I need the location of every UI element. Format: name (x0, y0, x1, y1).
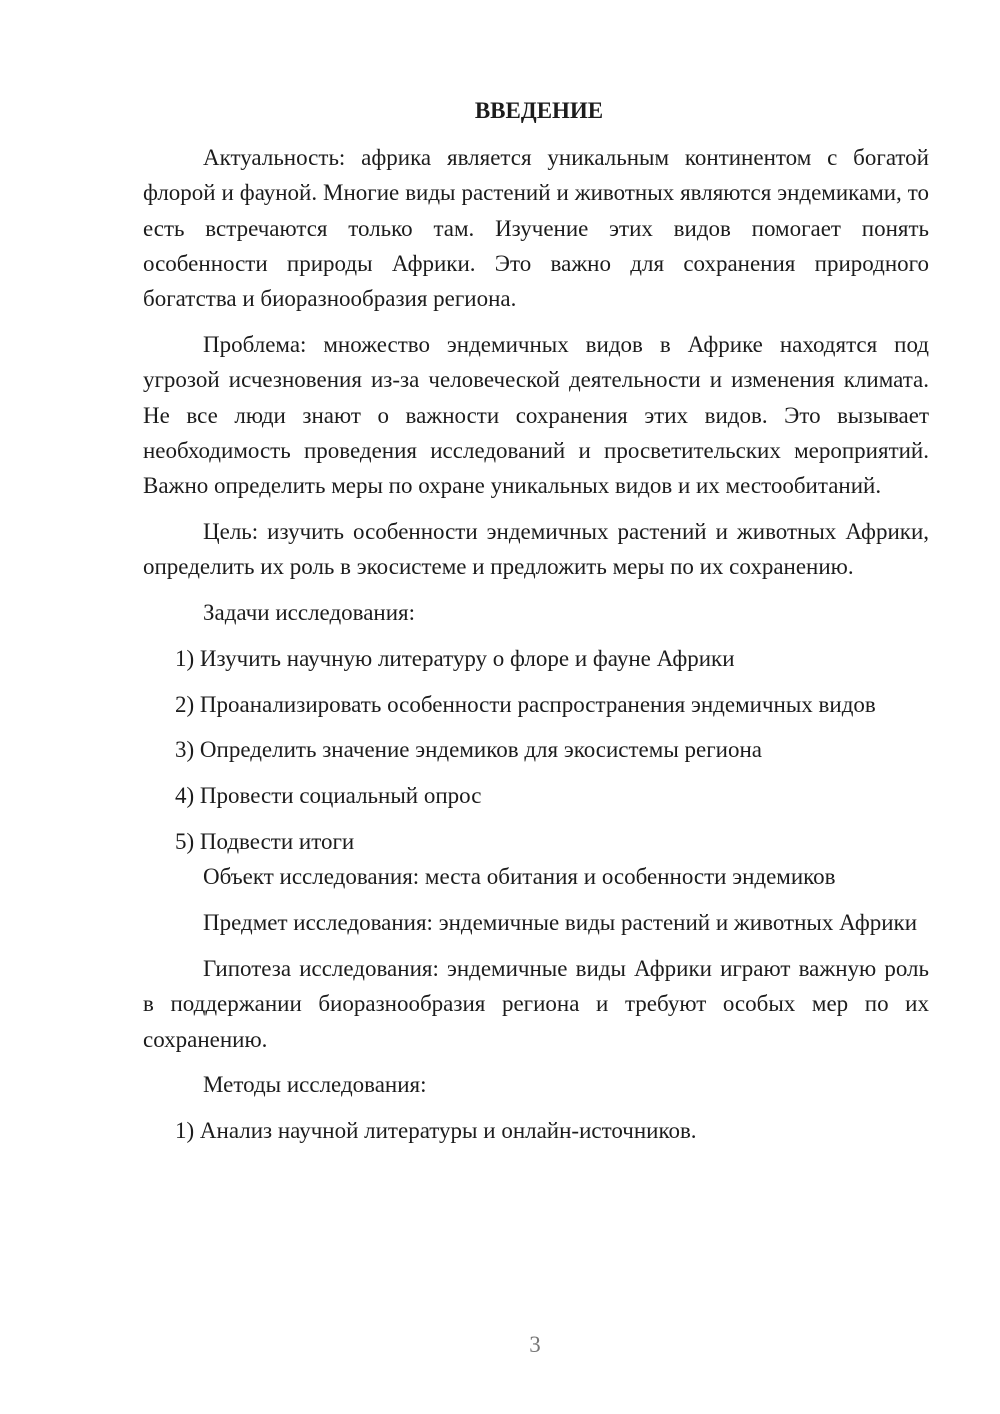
methods-heading: Методы исследования: (203, 1072, 427, 1098)
relevance-paragraph: Актуальность: африка является уникальным континентом с богатой флорой и фауной. Многие виды растений и животных являются эндемиками, то есть встречаются только там. Изучение этих видов помогает понять особенности природы Африки. Это важно для сохранения природного богатства и биоразнообразия региона. (143, 145, 929, 312)
task-item-1: 1) Изучить научную литературу о флоре и фауне Африки (175, 645, 735, 671)
tasks-heading: Задачи исследования: (203, 600, 416, 626)
page-title: ВВЕДЕНИЕ (474, 98, 604, 123)
document-page (143, 94, 929, 1148)
task-item-5: 5) Подвести итоги (175, 829, 355, 855)
task-item-4: 4) Провести социальный опрос (175, 783, 482, 809)
task-item-2: 2) Проанализировать особенности распространения эндемичных видов (175, 691, 876, 717)
object-paragraph: Объект исследования: места обитания и особенности эндемиков (203, 864, 836, 890)
method-item-1: 1) Анализ научной литературы и онлайн-источников. (175, 1118, 697, 1144)
problem-paragraph: Проблема: множество эндемичных видов в Африке находятся под угрозой исчезновения из-за человеческой деятельности и изменения климата. Не все люди знают о важности сохранения этих видов. Это вызывает необходимость проведения исследований и просветительских мероприятий. Важно определить меры по охране уникальных видов и их местообитаний. (143, 331, 929, 499)
task-item-3: 3) Определить значение эндемиков для экосистемы региона (175, 737, 762, 763)
goal-paragraph: Цель: изучить особенности эндемичных растений и животных Африки, определить их роль в экосистеме и предложить меры по их сохранению. (143, 518, 929, 580)
page-number: 3 (529, 1332, 541, 1357)
subject-paragraph: Предмет исследования: эндемичные виды растений и животных Африки (203, 910, 918, 936)
hypothesis-paragraph: Гипотеза исследования: эндемичные виды Африки играют важную роль в поддержании биоразнообразия региона и требуют особых мер по их сохранению. (143, 955, 929, 1052)
